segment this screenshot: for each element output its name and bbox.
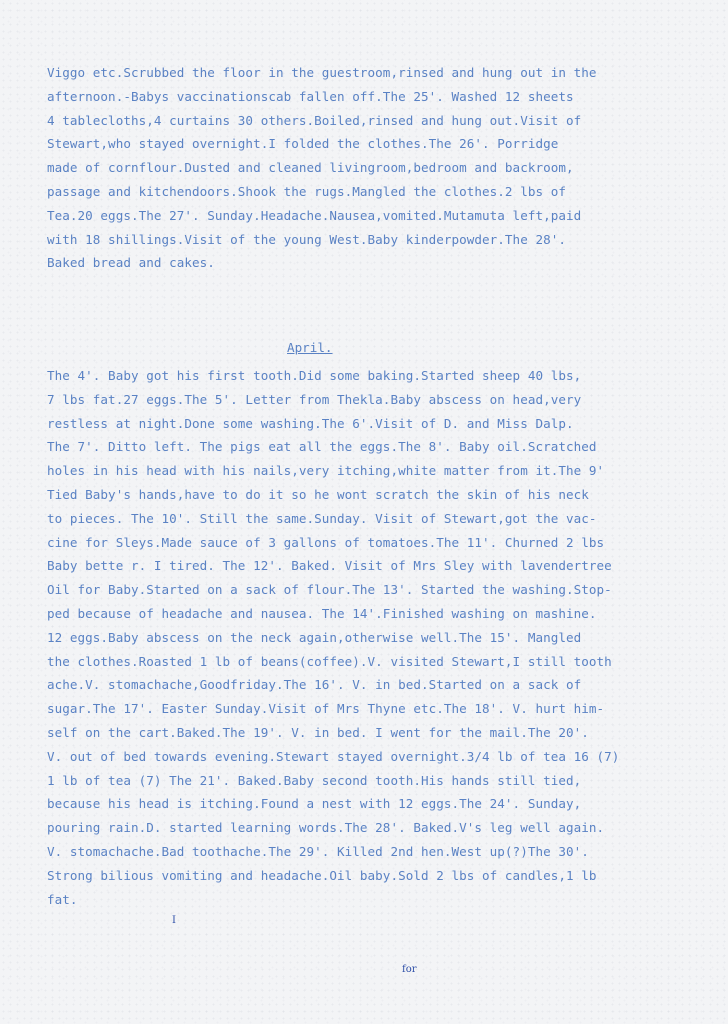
text-line: to pieces. The 10'. Still the same.Sunday. Visit of Stewart,got the vac-: [47, 510, 597, 526]
text-line: pouring rain.D. started learning words.The 28'. Baked.V's leg well again.: [47, 820, 605, 836]
text-line: ache.V. stomachache,Goodfriday.The 16'. V. in bed.Started on a sack of: [47, 677, 582, 693]
text-line: Strong bilious vomiting and headache.Oil baby.Sold 2 lbs of candles,1 lb: [47, 867, 597, 883]
text-line: ped because of headache and nausea. The 14'.Finished washing on mashine.: [47, 606, 597, 621]
text-line: restless at night.Done some washing.The 6'.Visit of D. and Miss Dalp.: [47, 415, 574, 431]
text-line: The 7'. Ditto left. The pigs eat all the eggs.The 8'. Baby oil.Scratched: [47, 439, 597, 455]
text-line: made of cornflour.Dusted and cleaned livingroom,bedroom and backroom,: [47, 160, 574, 176]
handwritten-insert-for: for: [402, 964, 417, 975]
text-line: fat.: [47, 891, 78, 907]
text-line: 4 tablecloths,4 curtains 30 others.Boiled,rinsed and hung out.Visit of: [47, 112, 582, 128]
text-line: the clothes.Roasted 1 lb of beans(coffee).V. visited Stewart,I still tooth: [47, 653, 612, 669]
text-line: holes in his head with his nails,very itching,white matter from it.The 9': [47, 463, 605, 479]
text-line: Tea.20 eggs.The 27'. Sunday.Headache.Nausea,vomited.Mutamuta left,paid: [47, 207, 582, 223]
text-line: self on the cart.Baked.The 19'. V. in bed. I went for the mail.The 20'.: [47, 725, 589, 740]
text-line: V. out of bed towards evening.Stewart stayed overnight.3/4 lb of tea 16 (7): [47, 748, 620, 764]
text-line: Stewart,who stayed overnight.I folded the clothes.The 26'. Porridge: [47, 136, 559, 152]
text-line: Tied Baby's hands,have to do it so he wont scratch the skin of his neck: [47, 487, 589, 502]
text-line: 12 eggs.Baby abscess on the neck again,otherwise well.The 15'. Mangled: [47, 629, 582, 645]
text-line: V. stomachache.Bad toothache.The 29'. Killed 2nd hen.West up(?)The 30'.: [47, 844, 589, 859]
section-heading-april: April.: [287, 340, 333, 355]
text-line: cine for Sleys.Made sauce of 3 gallons of tomatoes.The 11'. Churned 2 lbs: [47, 534, 605, 550]
text-line: Baby bette r. I tired. The 12'. Baked. Visit of Mrs Sley with lavendertree: [47, 558, 612, 574]
text-line: Viggo etc.Scrubbed the floor in the guestroom,rinsed and hung out in the: [47, 65, 597, 80]
text-line: The 4'. Baby got his first tooth.Did some baking.Started sheep 40 lbs,: [47, 368, 582, 383]
text-line: afternoon.-Babys vaccinationscab fallen off.The 25'. Washed 12 sheets: [47, 88, 574, 104]
text-line: with 18 shillings.Visit of the young West.Baby kinderpowder.The 28'.: [47, 231, 566, 247]
text-line: Baked bread and cakes.: [47, 255, 215, 271]
handwritten-insert-i: I: [172, 915, 176, 926]
text-line: 7 lbs fat.27 eggs.The 5'. Letter from Thekla.Baby abscess on head,very: [47, 391, 582, 407]
text-line: sugar.The 17'. Easter Sunday.Visit of Mrs Thyne etc.The 18'. V. hurt him-: [47, 701, 605, 717]
text-line: 1 lb of tea (7) The 21'. Baked.Baby second tooth.His hands still tied,: [47, 772, 582, 788]
text-line: Oil for Baby.Started on a sack of flour.The 13'. Started the washing.Stop-: [47, 582, 612, 598]
text-line: because his head is itching.Found a nest with 12 eggs.The 24'. Sunday,: [47, 796, 582, 812]
text-line: passage and kitchendoors.Shook the rugs.Mangled the clothes.2 lbs of: [47, 184, 566, 199]
